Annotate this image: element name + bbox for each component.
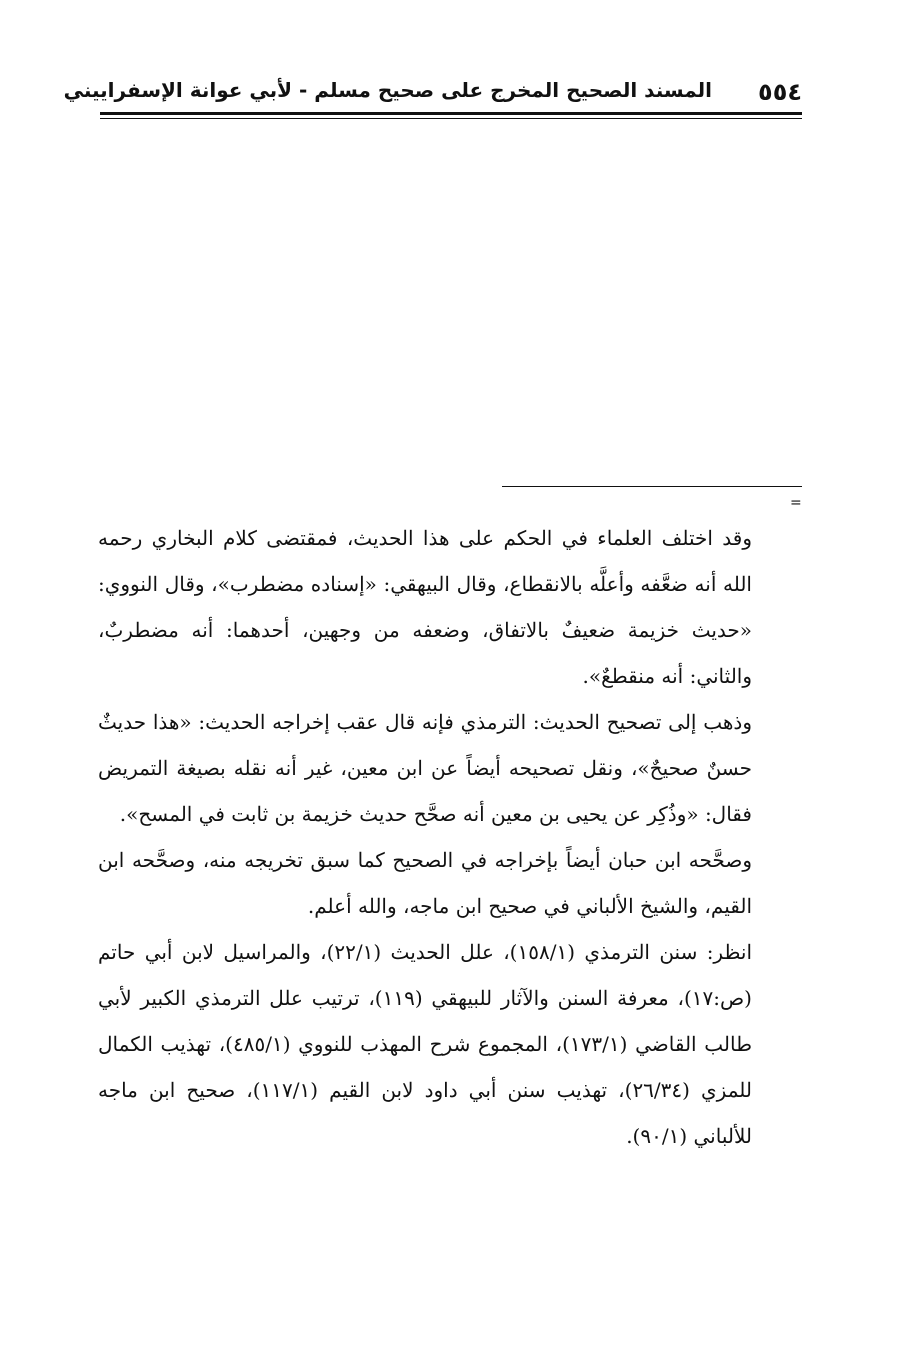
footnote-body <box>98 515 752 1159</box>
header-rule-thin <box>100 118 802 119</box>
footnote-paragraph-1: وقد اختلف العلماء في الحكم على هذا الحديث، فمقتضى كلام البخاري رحمه الله أنه ضعَّفه وأعلَّه بالانقطاع، وقال البيهقي: «إسناده مضطرب»، وقال النووي: «حديث خزيمة ضعيفٌ بالاتفاق، وضعفه من وجهين، أحدهما: أنه مضطربٌ، والثاني: أنه منقطعٌ». <box>98 526 752 688</box>
footnote-paragraph-4: انظر: سنن الترمذي (١٥٨/١)، علل الحديث (٢٢/١)، والمراسيل لابن أبي حاتم (ص:١٧)، معرفة السنن والآثار للبيهقي (١١٩)، ترتيب علل الترمذي الكبير لأبي طالب القاضي (١٧٣/١)، المجموع شرح المهذب للنووي (٤٨٥/١)، تهذيب الكمال للمزي (٢٦/٣٤)، تهذيب سنن أبي داود لابن القيم (١١٧/١)، صحيح ابن ماجه للألباني (٩٠/١). <box>98 940 753 1148</box>
running-title: المسند الصحيح المخرج على صحيح مسلم - لأبي عوانة الإسفراييني <box>63 78 712 102</box>
continuation-mark: = <box>790 495 802 511</box>
header-rule-thick <box>100 112 802 115</box>
footnote-paragraph-3: وصحَّحه ابن حبان أيضاً بإخراجه في الصحيح كما سبق تخريجه منه، وصحَّحه ابن القيم، والشيخ الألباني في صحيح ابن ماجه، والله أعلم. <box>98 848 752 918</box>
footnote-separator <box>502 486 802 487</box>
page-number: ٥٥٤ <box>758 78 802 106</box>
footnote-paragraph-2: وذهب إلى تصحيح الحديث: الترمذي فإنه قال عقب إخراجه الحديث: «هذا حديثٌ حسنٌ صحيحٌ»، ونقل تصحيحه أيضاً عن ابن معين، غير أنه نقله بصيغة التمريض فقال: «وذُكِر عن يحيى بن معين أنه صحَّح حديث خزيمة بن ثابت في المسح». <box>98 710 752 826</box>
page-header <box>63 70 802 118</box>
